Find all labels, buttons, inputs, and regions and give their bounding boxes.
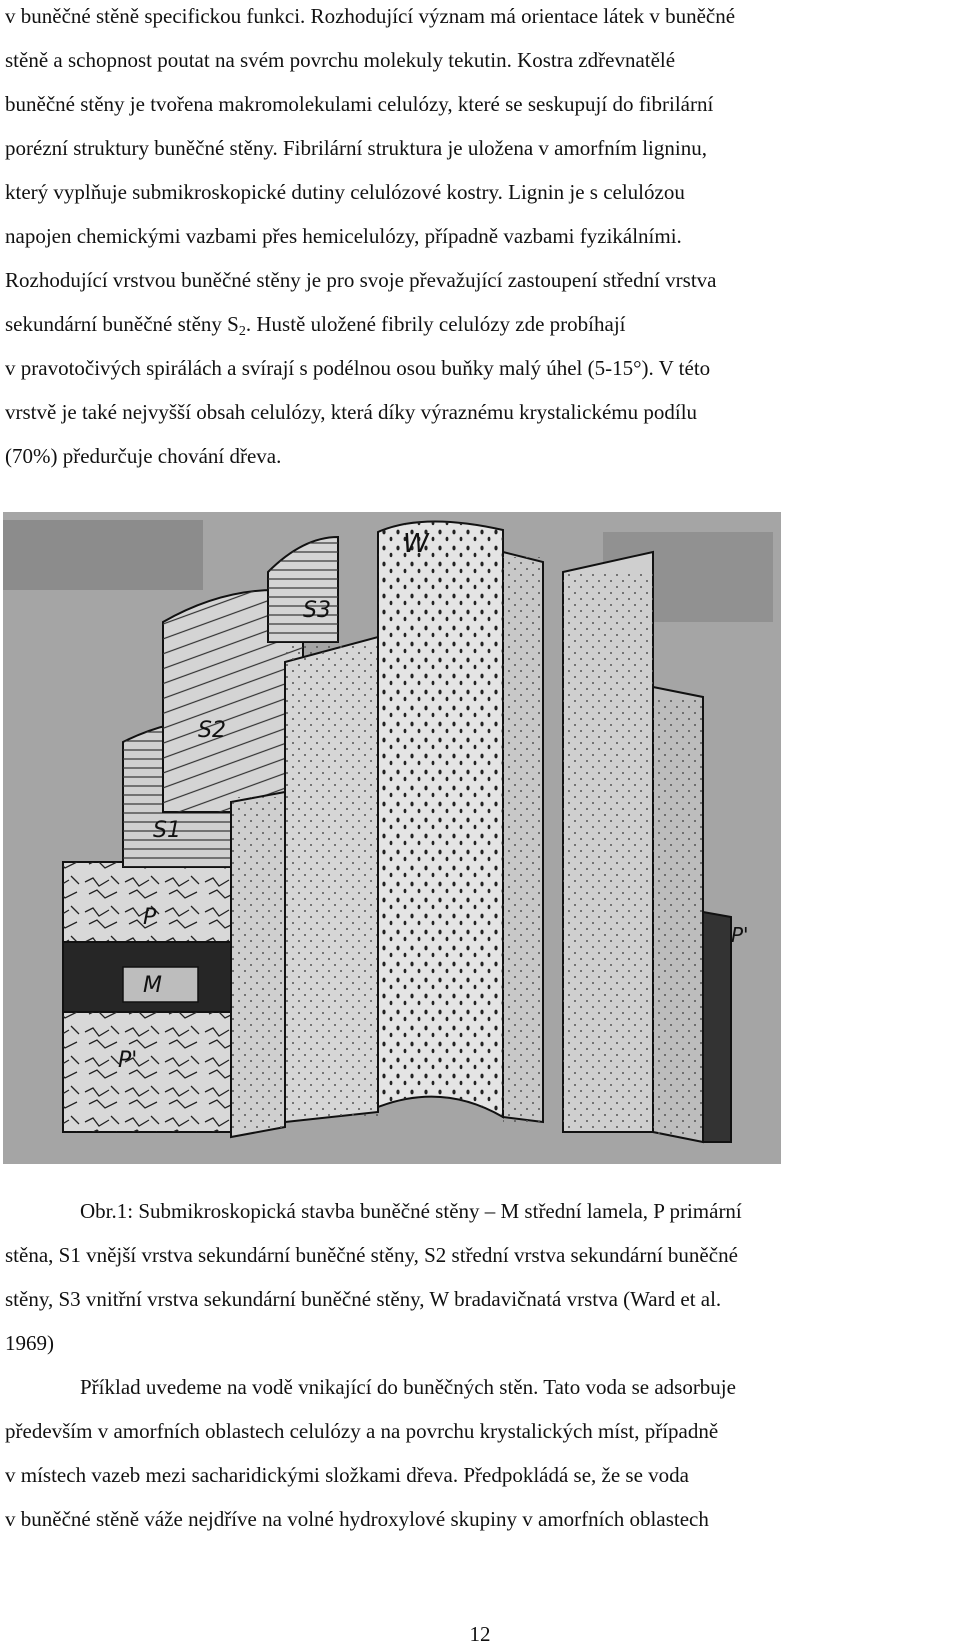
- body-line: vrstvě je také nejvyšší obsah celulózy, která díky výraznému krystalickému podílu: [5, 400, 698, 424]
- body-line: buněčné stěny je tvořena makromolekulami celulózy, které se seskupují do fibrilární: [5, 92, 714, 116]
- body-line: v místech vazeb mezi sacharidickými složkami dřeva. Předpokládá se, že se voda: [5, 1463, 689, 1487]
- body-line: stěně a schopnost poutat na svém povrchu molekuly tekutin. Kostra zdřevnatělé: [5, 48, 676, 72]
- body-line: v buněčné stěně specifickou funkci. Rozhodující význam má orientace látek v buněčné: [5, 4, 736, 28]
- body-line: porézní struktury buněčné stěny. Fibrilární struktura je uložena v amorfním ligninu,: [5, 136, 707, 160]
- caption-line: stěna, S1 vnější vrstva sekundární buněčné stěny, S2 střední vrstva sekundární buněčné: [5, 1243, 738, 1267]
- label-m: M: [143, 973, 162, 998]
- caption-line: 1969): [5, 1331, 54, 1355]
- body-line: Rozhodující vrstvou buněčné stěny je pro svoje převažující zastoupení střední vrstva: [5, 268, 717, 292]
- page-number: 12: [469, 1622, 491, 1646]
- line-text: . Hustě uložené fibrily celulózy zde probíhají: [245, 312, 626, 336]
- body-line: Příklad uvedeme na vodě vnikající do buněčných stěn. Tato voda se adsorbuje: [80, 1375, 736, 1399]
- label-w: W: [403, 529, 429, 559]
- label-p-right: P': [731, 923, 749, 947]
- caption-line: stěny, S3 vnitřní vrstva sekundární buněčné stěny, W bradavičnatá vrstva (Ward et al.: [5, 1287, 722, 1311]
- body-line: který vyplňuje submikroskopické dutiny celulózové kostry. Lignin je s celulózou: [5, 180, 685, 204]
- body-line: v buněčné stěně váže nejdříve na volné hydroxylové skupiny v amorfních oblastech: [5, 1507, 709, 1531]
- label-s3: S3: [303, 598, 331, 623]
- body-line: v pravotočivých spirálách a svírají s podélnou osou buňky malý úhel (5-15°). V této: [5, 356, 711, 380]
- cell-wall-illustration: [3, 512, 781, 1164]
- label-p: P: [143, 905, 157, 930]
- caption-line: Obr.1: Submikroskopická stavba buněčné stěny – M střední lamela, P primární: [80, 1199, 742, 1223]
- body-line: napojen chemickými vazbami přes hemicelulózy, případně vazbami fyzikálními.: [5, 224, 682, 248]
- subscript: 2: [238, 324, 246, 339]
- body-line-with-subscript: [5, 312, 626, 339]
- label-s1: S1: [153, 818, 181, 843]
- body-line: (70%) předurčuje chování dřeva.: [5, 444, 282, 468]
- body-line: především v amorfních oblastech celulózy a na povrchu krystalických míst, případně: [5, 1419, 719, 1443]
- label-s2: S2: [198, 718, 226, 743]
- label-p-prime: P': [118, 1048, 138, 1073]
- line-text: sekundární buněčné stěny S: [5, 312, 239, 336]
